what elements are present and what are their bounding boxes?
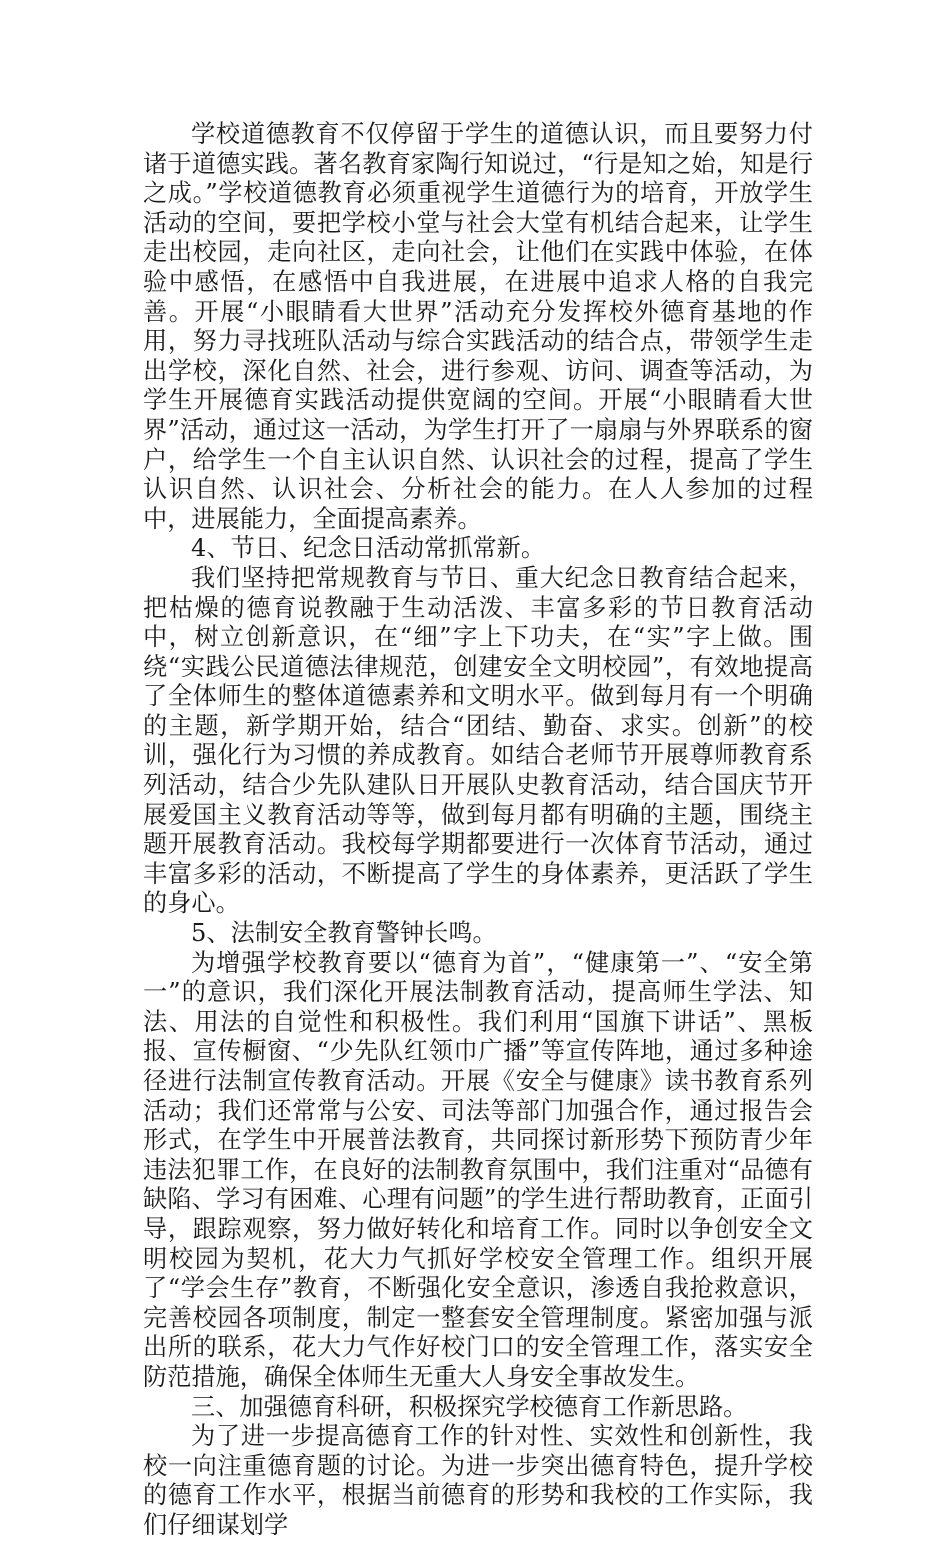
- section-heading-moral-research: 三、加强德育科研，积极探究学校德育工作新思路。: [191, 1392, 748, 1421]
- paragraph-legal-safety: 为增强学校教育要以“德育为首”，“健康第一”、“安全第一”的意识，我们深化开展法制教育活动，提高师生学法、知法、用法的自觉性和积极性。我们利用“国旗下讲话”、黑板报、宣传橱窗、“少先队红领巾广播”等宣传阵地，通过多种途径进行法制宣传教育活动。开展《安全与健康》读书教育系列活动；我们还常常与公安、司法等部门加强合作，通过报告会形式，在学生中开展普法教育，共同探讨新形势下预防青少年违法犯罪工作，在良好的法制教育氛围中，我们注重对“品德有缺陷、学习有困难、心理有问题”的学生进行帮助教育，正面引导，跟踪观察，努力做好转化和培育工作。同时以争创安全文明校园为契机，花大力气抓好学校安全管理工作。组织开展了“学会生存”教育，不断强化安全意识，渗透自我抢救意识，完善校园各项制度，制定一整套安全管理制度。紧密加强与派出所的联系，花大力气作好校门口的安全管理工作，落实安全防范措施，确保全体师生无重大人身安全事故发生。: [143, 948, 813, 1391]
- section-heading-legal-safety: 5、法制安全教育警钟长鸣。: [191, 919, 497, 948]
- paragraph-festival-education: 我们坚持把常规教育与节日、重大纪念日教育结合起来，把枯燥的德育说教融于生动活泼、丰富多彩的节日教育活动中，树立创新意识，在“细”字上下功夫，在“实”字上做。围绕“实践公民道德法律规范，创建安全文明校园”，有效地提高了全体师生的整体道德素养和文明水平。做到每月有一个明确的主题，新学期开始，结合“团结、勤奋、求实。创新”的校训，强化行为习惯的养成教育。如结合老师节开展尊师教育系列活动，结合少先队建队日开展队史教育活动，结合国庆节开展爱国主义教育活动等等，做到每月都有明确的主题，围绕主题开展教育活动。我校每学期都要进行一次体育节活动，通过丰富多彩的活动，不断提高了学生的身体素养，更活跃了学生的身心。: [143, 563, 813, 918]
- document-body: [143, 120, 813, 1541]
- paragraph-moral-research: 为了进一步提高德育工作的针对性、实效性和创新性，我校一向注重德育题的讨论。为进一步突出德育特色，提升学校的德育工作水平，根据当前德育的形势和我校的工作实际，我们仔细谋划学: [143, 1422, 813, 1539]
- section-heading-festival-activities: 4、节日、纪念日活动常抓常新。: [191, 534, 546, 563]
- paragraph-moral-practice: 学校道德教育不仅停留于学生的道德认识，而且要努力付诸于道德实践。著名教育家陶行知说过，“行是知之始，知是行之成。”学校道德教育必须重视学生道德行为的培育，开放学生活动的空间，要把学校小堂与社会大堂有机结合起来，让学生走出校园，走向社区，走向社会，让他们在实践中体验，在体验中感悟，在感悟中自我进展，在进展中追求人格的自我完善。开展“小眼睛看大世界”活动充分发挥校外德育基地的作用，努力寻找班队活动与综合实践活动的结合点，带领学生走出学校，深化自然、社会，进行参观、访问、调查等活动，为学生开展德育实践活动提供宽阔的空间。开展“小眼睛看大世界”活动，通过这一活动，为学生打开了一扇扇与外界联系的窗户，给学生一个自主认识自然、认识社会的过程，提高了学生认识自然、认识社会、分析社会的能力。在人人参加的过程中，进展能力，全面提高素养。: [143, 120, 813, 533]
